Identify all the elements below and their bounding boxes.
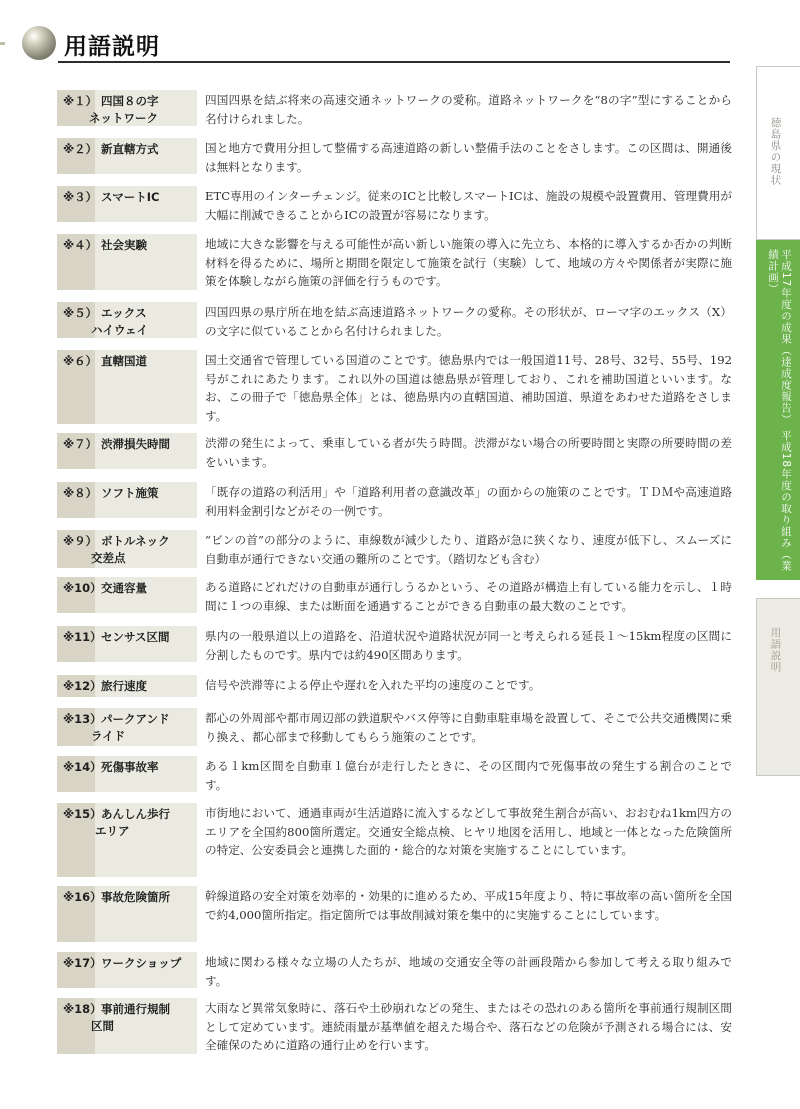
glossary-term (57, 234, 197, 290)
term-description: 「既存の道路の利活用」や「道路利用者の意識改革」の面からの施策のことです。ＴＤＭや高速道路利用料金割引などがその一例です。 (205, 485, 732, 518)
glossary-term (57, 803, 197, 877)
term-description: 信号や渋滞等による停止や遅れを入れた平均の速度のことです。 (205, 678, 541, 692)
glossary-entry (57, 675, 732, 697)
side-tab-results-and-plans[interactable] (756, 240, 800, 580)
term-name-line2: ハイウェイ (91, 323, 149, 337)
term-name: あんしん歩行 (101, 807, 170, 821)
term-number: ※６） (63, 354, 98, 368)
glossary-entry (57, 803, 732, 877)
glossary-entry (57, 433, 732, 469)
term-name: 直轄国道 (101, 354, 147, 368)
term-number: ※９） (63, 534, 98, 548)
header-sphere-icon (22, 26, 56, 60)
term-description: 大雨など異常気象時に、落石や土砂崩れなどの発生、またはその恐れのある箇所を事前通行規制区間として定めています。連続雨量が基準値を超えた場合や、落石などの危険が予測される場合には、安全確保のために道路の通行止めを行います。 (205, 1001, 732, 1052)
term-description: ETC専用のインターチェンジ。従来のICと比較しスマートICは、施設の規模や設置費用、管理費用が大幅に削減できることからICの設置が容易になります。 (205, 189, 732, 222)
term-name: 社会実験 (101, 238, 147, 252)
term-name-line2: ライド (91, 729, 126, 743)
term-name: スマートIC (101, 190, 160, 204)
term-description: 都心の外周部や都市周辺部の鉄道駅やバス停等に自動車駐車場を設置して、そこで公共交通機関に乗り換え、都心部まで移動してもらう施策のことです。 (205, 711, 732, 744)
section-header (0, 22, 760, 66)
term-name: 事前通行規制 (101, 1002, 170, 1016)
glossary-term (57, 708, 197, 746)
glossary-entry (57, 186, 732, 222)
glossary-term (57, 626, 197, 662)
side-tab-glossary[interactable] (756, 598, 800, 776)
glossary-entry (57, 626, 732, 662)
glossary-entry (57, 138, 732, 174)
header-underline (58, 61, 730, 63)
term-name: 新直轄方式 (101, 142, 159, 156)
term-description: 地域に関わる様々な立場の人たちが、地域の交通安全等の計画段階から参加して考える取り組みです。 (205, 955, 732, 988)
term-description: ある道路にどれだけの自動車が通行しうるかという、その道路が構造上有している能力を示し、１時間に１つの車線、または断面を通過することができる自動車の最大数のことです。 (205, 580, 732, 613)
term-name: ソフト施策 (101, 486, 159, 500)
glossary-entry (57, 708, 732, 746)
term-number: ※12） (63, 679, 102, 693)
glossary-entry (57, 998, 732, 1054)
side-tab-label: 徳島県の現状 (769, 117, 782, 186)
term-number: ※18） (63, 1002, 102, 1016)
glossary-term (57, 756, 197, 792)
glossary-term (57, 675, 197, 697)
glossary-entry (57, 756, 732, 792)
term-name: 四国８の字 (101, 94, 159, 108)
side-tab-current-status[interactable] (756, 66, 800, 240)
term-name-line2: ネットワーク (89, 111, 158, 125)
term-description: 渋滞の発生によって、乗車している者が失う時間。渋滞がない場合の所要時間と実際の所要時間の差をいいます。 (205, 436, 732, 469)
term-name: ワークショップ (101, 956, 182, 970)
glossary-term (57, 952, 197, 988)
glossary-term (57, 350, 197, 424)
glossary-term (57, 482, 197, 518)
page-title: 用語説明 (64, 34, 160, 60)
glossary-entry (57, 350, 732, 424)
term-number: ※７） (63, 437, 98, 451)
term-number: ※４） (63, 238, 98, 252)
glossary-entry (57, 886, 732, 942)
glossary-entry (57, 90, 732, 126)
term-number: ※２） (63, 142, 98, 156)
glossary-entry (57, 234, 732, 290)
term-name-line2: エリア (95, 824, 130, 838)
term-number: ※10） (63, 581, 102, 595)
term-description: ある１km区間を自動車１億台が走行したときに、その区間内で死傷事故の発生する割合のことです。 (205, 759, 732, 792)
header-tick-mark (0, 42, 5, 45)
term-description: 国土交通省で管理している国道のことです。徳島県内では一般国道11号、28号、32号、55号、192号がこれにあたります。これ以外の国道は徳島県が管理しており、これを補助国道といいます。なお、この冊子で「徳島県全体」とは、徳島県内の直轄国道、補助国道、県道をあわせた道路をさします。 (205, 353, 732, 423)
term-number: ※３） (63, 190, 98, 204)
term-description: 市街地において、通過車両が生活道路に流入するなどして事故発生割合が高い、おおむね1km四方のエリアを全国約800箇所選定。交通安全総点検、ヒヤリ地図を活用し、地域と一体となった危険箇所の特定、公安委員会と連携した面的・総合的な対策を実施することにしています。 (205, 806, 732, 857)
side-tab-label: 平成17年度の成果（達成度報告） 平成18年度の取り組み（業績計画） (767, 249, 792, 572)
term-name: ボトルネック (101, 534, 170, 548)
glossary-entry (57, 577, 732, 613)
term-name: パークアンド (101, 712, 170, 726)
term-number: ※16） (63, 890, 102, 904)
term-name: 渋滞損失時間 (101, 437, 170, 451)
term-number: ※５） (63, 306, 98, 320)
term-description: “ビンの首”の部分のように、車線数が減少したり、道路が急に狭くなり、速度が低下し、スムーズに自動車が通行できない交通の難所のことです。（踏切なども含む） (205, 533, 732, 566)
term-name: 交通容量 (101, 581, 147, 595)
glossary-term (57, 998, 197, 1054)
term-number: ※13） (63, 712, 102, 726)
glossary-entry (57, 482, 732, 518)
glossary-term (57, 433, 197, 469)
glossary-entry (57, 952, 732, 988)
glossary-term (57, 577, 197, 613)
side-tab-label: 用語説明 (769, 627, 782, 673)
term-number: ※15） (63, 807, 102, 821)
term-description: 県内の一般県道以上の道路を、沿道状況や道路状況が同一と考えられる延長１～15km程度の区間に分割したものです。県内では約490区間あります。 (205, 629, 732, 662)
glossary-term (57, 90, 197, 126)
term-name: センサス区間 (101, 630, 170, 644)
glossary-term (57, 138, 197, 174)
term-number: ※11） (63, 630, 102, 644)
term-name: 死傷事故率 (101, 760, 159, 774)
glossary-term (57, 530, 197, 568)
term-name: エックス (101, 306, 147, 320)
glossary-term (57, 302, 197, 338)
term-description: 幹線道路の安全対策を効率的・効果的に進めるため、平成15年度より、特に事故率の高い箇所を全国で約4,000箇所指定。指定箇所では事故削減対策を集中的に実施することにしています。 (205, 889, 732, 922)
term-number: ※８） (63, 486, 98, 500)
term-name-line2: 交差点 (91, 551, 126, 565)
term-name-line2: 区間 (91, 1019, 114, 1033)
term-description: 四国四県を結ぶ将来の高速交通ネットワークの愛称。道路ネットワークを“8の字”型にすることから名付けられました。 (205, 93, 732, 126)
term-description: 地域に大きな影響を与える可能性が高い新しい施策の導入に先立ち、本格的に導入するか否かの判断材料を得るために、場所と期間を限定して施策を試行（実験）して、地域の方々や関係者が実際に施策を体験しながら施策の評価を行うものです。 (205, 237, 732, 288)
term-description: 国と地方で費用分担して整備する高速道路の新しい整備手法のことをさします。この区間は、開通後は無料となります。 (205, 141, 732, 174)
glossary-term (57, 886, 197, 942)
term-number: ※17） (63, 956, 102, 970)
glossary-entry (57, 302, 732, 338)
term-description: 四国四県の県庁所在地を結ぶ高速道路ネットワークの愛称。その形状が、ローマ字のエックス（X）の文字に似ていることから名付けられました。 (205, 305, 732, 338)
glossary-entry (57, 530, 732, 568)
glossary-term (57, 186, 197, 222)
term-number: ※１） (63, 94, 98, 108)
term-number: ※14） (63, 760, 102, 774)
term-name: 旅行速度 (101, 679, 147, 693)
term-name: 事故危険箇所 (101, 890, 170, 904)
